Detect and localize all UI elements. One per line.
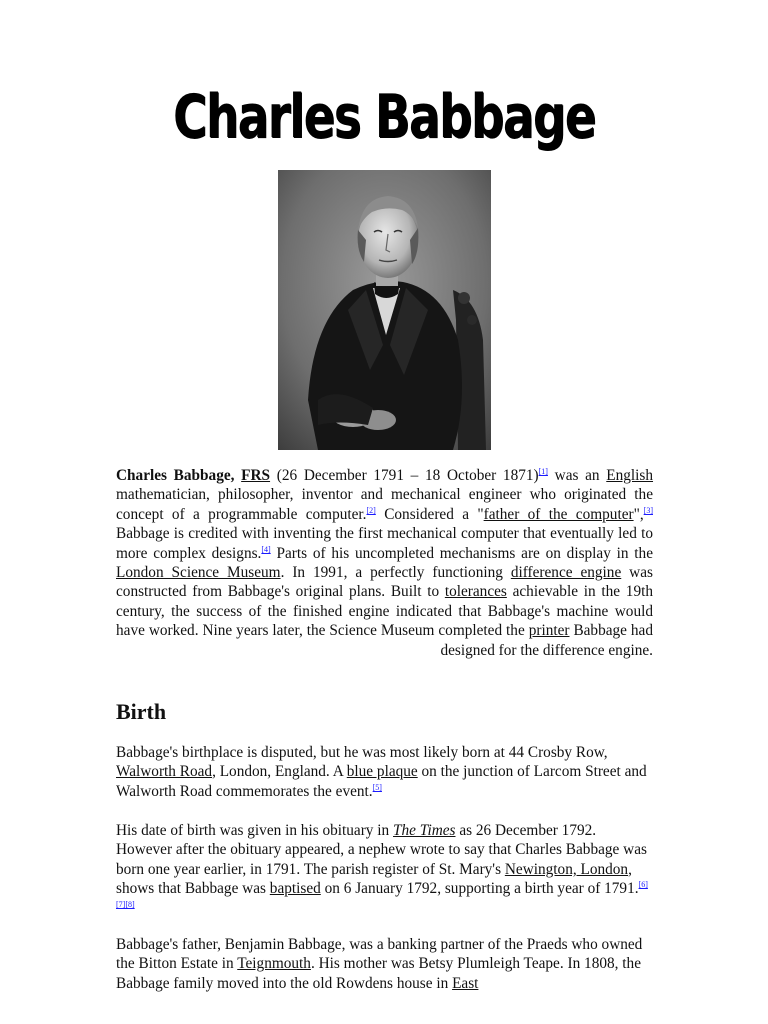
intro-text: Babbage is credited with inventing the first mechanical computer that eventually led to more complex designs. <box>116 525 653 562</box>
birth-paragraph-1 <box>116 743 653 801</box>
intro-text: Parts of his uncompleted mechanisms are on display in the <box>270 544 653 562</box>
link-printer[interactable]: printer <box>528 622 570 640</box>
body-text: Babbage's birthplace is disputed, but he was most likely born at 44 Crosby Row, <box>116 744 608 761</box>
intro-text: ", <box>633 505 644 523</box>
intro-text: . In 1991, a perfectly functioning <box>280 564 511 582</box>
birth-paragraph-3 <box>116 935 653 993</box>
link-difference-engine[interactable]: difference engine <box>510 564 622 582</box>
body-text: His date of birth was given in his obituary in <box>116 822 394 839</box>
intro-text: achievable in the 19th century, the success of the finished engine indicated that Babbage's machine would have worked. Nine years later, the Science Museum completed the <box>116 583 653 640</box>
ref-2[interactable]: [2] <box>366 505 376 515</box>
link-newington-london[interactable]: Newington, London <box>504 860 629 878</box>
intro-text: Considered a " <box>375 505 484 523</box>
link-father-of-computer[interactable]: father of the computer <box>483 505 634 523</box>
body-text: , London, England. A <box>212 763 347 781</box>
body-text: . His mother was Betsy Plumleigh Teape. In 1808, the Babbage family moved into the old Rowdens house in <box>116 955 641 992</box>
link-tolerances[interactable]: tolerances <box>444 583 507 601</box>
link-teignmouth[interactable]: Teignmouth <box>237 955 311 973</box>
ref-1[interactable]: [1] <box>538 467 548 476</box>
link-frs[interactable]: FRS <box>241 467 271 484</box>
link-english[interactable]: English <box>606 467 654 484</box>
page-title: Charles Babbage <box>173 82 595 152</box>
body-text: , shows that Babbage was <box>116 860 632 898</box>
ref-4[interactable]: [4] <box>261 544 271 554</box>
link-east[interactable]: East <box>452 974 479 992</box>
portrait-photo-icon <box>278 170 491 450</box>
body-text: as 26 December 1792. However after the obituary appeared, a nephew wrote to say that Charles Babbage was born one year earlier, in 1791. The parish register of St. Mary's <box>116 822 647 878</box>
intro-text: mathematician, philosopher, inventor and mechanical engineer who originated the concept of a programmable computer. <box>116 486 653 523</box>
link-blue-plaque[interactable]: blue plaque <box>346 763 418 781</box>
ref-5[interactable]: [5] <box>372 782 382 792</box>
intro-text: was an <box>547 467 607 484</box>
link-london-science-museum[interactable]: London Science Museum <box>116 564 281 582</box>
intro-paragraph <box>116 466 653 660</box>
subject-name: Charles Babbage, <box>116 467 235 484</box>
portrait-image <box>278 170 491 450</box>
intro-text: (26 December 1791 – 18 October 1871) <box>270 467 539 484</box>
intro-text: was constructed from Babbage's original plans. Built to <box>116 564 653 601</box>
link-the-times[interactable]: The Times <box>393 822 456 839</box>
body-text: on the junction of Larcom Street and Walworth Road commemorates the event. <box>116 763 647 800</box>
link-walworth-road[interactable]: Walworth Road <box>116 763 213 781</box>
ref-3[interactable]: [3] <box>643 505 653 515</box>
body-text: on 6 January 1792, supporting a birth year of 1791. <box>320 880 639 898</box>
section-heading-birth: Birth <box>116 699 167 724</box>
birth-paragraph-2 <box>116 821 653 918</box>
intro-text: Babbage had designed for the difference engine. <box>440 622 653 659</box>
ref-6-7-8[interactable]: [6][7][8] <box>116 880 648 909</box>
body-text: Babbage's father, Benjamin Babbage, was a banking partner of the Praeds who owned the Bitton Estate in <box>116 936 643 973</box>
link-baptised[interactable]: baptised <box>269 880 321 898</box>
